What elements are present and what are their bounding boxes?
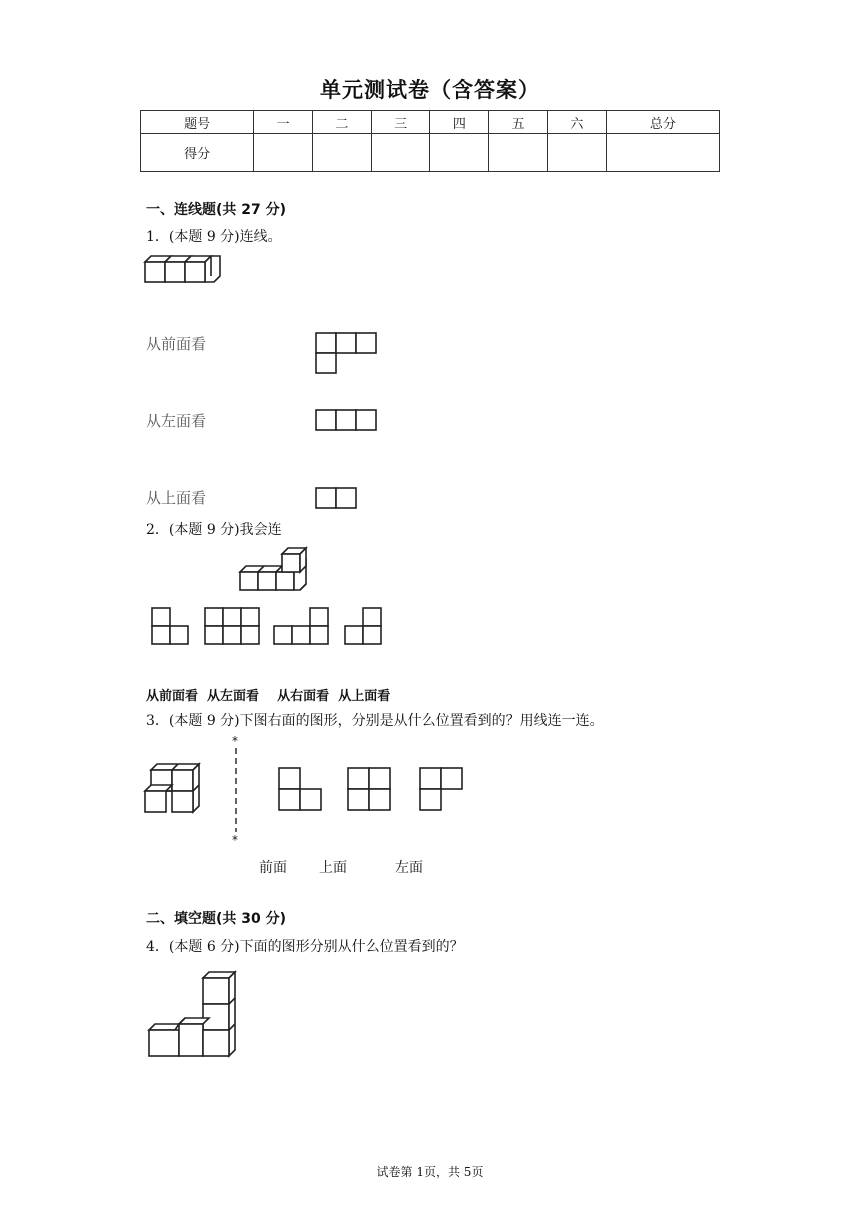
score-cell: 题号 bbox=[141, 111, 254, 134]
question-1-text: 1．(本题 9 分)连线。 bbox=[146, 229, 282, 245]
question-2-text: 2．(本题 9 分)我会连 bbox=[146, 522, 282, 538]
score-cell: 三 bbox=[371, 111, 430, 134]
page-title: 单元测试卷（含答案） bbox=[320, 78, 540, 102]
q1-view-front-label: 从前面看 bbox=[146, 335, 207, 353]
score-cell: 总分 bbox=[606, 111, 719, 134]
q3-view-shape-2[interactable] bbox=[346, 766, 392, 812]
score-table-score-row bbox=[141, 134, 720, 172]
q3-position-left: 左面 bbox=[395, 860, 423, 876]
score-cell: 五 bbox=[489, 111, 548, 134]
svg-text:*: * bbox=[232, 833, 238, 847]
score-cell: 六 bbox=[547, 111, 606, 134]
q1-view-top-label: 从上面看 bbox=[146, 489, 207, 507]
q3-view-shape-3[interactable] bbox=[418, 766, 464, 812]
score-blank-cell[interactable] bbox=[254, 134, 313, 172]
q1-cube-solid bbox=[140, 252, 230, 292]
q2-direction-labels: 从前面看 从左面看 从右面看 从上面看 bbox=[146, 689, 391, 704]
q2-cube-solid bbox=[236, 542, 312, 598]
score-blank-cell[interactable] bbox=[371, 134, 430, 172]
score-cell: 一 bbox=[254, 111, 313, 134]
q2-view-shape-2[interactable] bbox=[203, 606, 261, 646]
score-blank-cell[interactable] bbox=[430, 134, 489, 172]
section1-heading: 一、连线题(共 27 分) bbox=[146, 202, 287, 218]
score-cell: 四 bbox=[430, 111, 489, 134]
q3-cube-solid bbox=[143, 760, 205, 820]
score-table-header-row bbox=[141, 111, 720, 134]
page-footer: 试卷第 1页，共 5页 bbox=[376, 1165, 484, 1179]
question-4-text: 4．(本题 6 分)下面的图形分别从什么位置看到的？ bbox=[146, 939, 464, 955]
svg-text:*: * bbox=[232, 734, 238, 748]
q2-view-shape-1[interactable] bbox=[150, 606, 190, 646]
score-blank-cell[interactable] bbox=[489, 134, 548, 172]
q3-position-top: 上面 bbox=[319, 860, 347, 876]
q1-view-shape-2[interactable] bbox=[314, 408, 378, 432]
q2-view-shape-4[interactable] bbox=[343, 606, 383, 646]
score-blank-cell[interactable] bbox=[547, 134, 606, 172]
q3-view-shape-1[interactable] bbox=[277, 766, 323, 812]
score-cell: 二 bbox=[312, 111, 371, 134]
q3-dashed-divider bbox=[230, 734, 242, 847]
q1-view-shape-3[interactable] bbox=[314, 486, 358, 510]
q3-position-front: 前面 bbox=[259, 860, 287, 876]
score-blank-cell[interactable] bbox=[606, 134, 719, 172]
section2-heading: 二、填空题(共 30 分) bbox=[146, 911, 287, 927]
score-row-label: 得分 bbox=[141, 134, 254, 172]
q1-view-shape-1[interactable] bbox=[314, 331, 378, 375]
q4-cube-solid bbox=[145, 970, 241, 1064]
score-table bbox=[140, 110, 720, 172]
question-3-text: 3．(本题 9 分)下图右面的图形，分别是从什么位置看到的？用线连一连。 bbox=[146, 713, 604, 729]
q1-view-left-label: 从左面看 bbox=[146, 412, 207, 430]
score-blank-cell[interactable] bbox=[312, 134, 371, 172]
q2-view-shape-3[interactable] bbox=[272, 606, 330, 646]
